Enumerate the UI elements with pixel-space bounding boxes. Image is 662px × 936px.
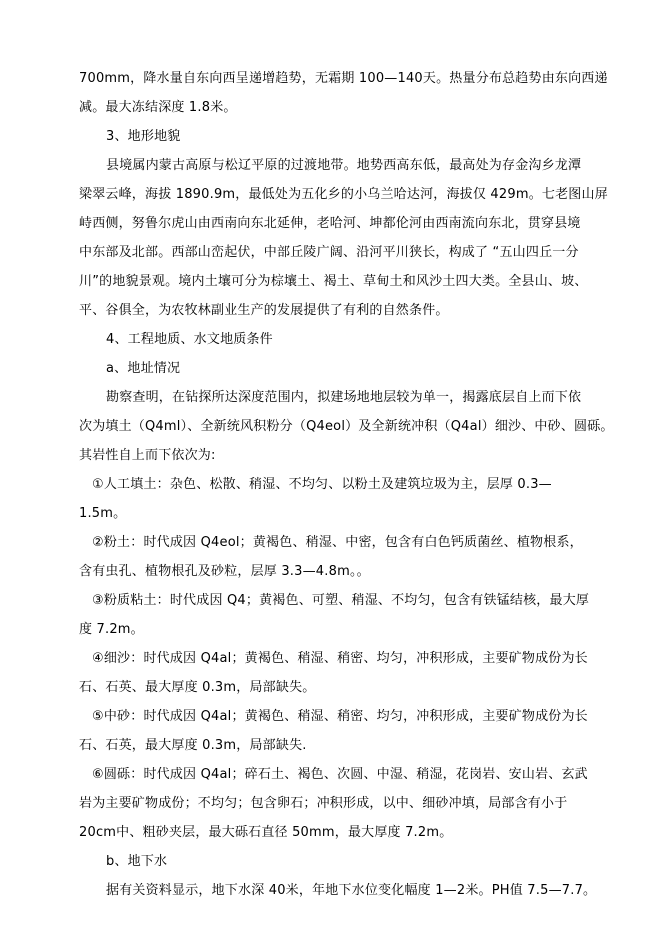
text-line: 梁翠云峰，海拔 1890.9m，最低处为五化乡的小乌兰哈达河，海拔仅 429m。七老图山屏 bbox=[79, 187, 608, 202]
text-line: ⑤中砂：时代成因 Q4al；黄褐色、稍湿、稍密、均匀，冲积形成，主要矿物成份为长 bbox=[92, 709, 588, 724]
text-line: 1.5m。 bbox=[79, 506, 127, 521]
text-line: 次为填土（Q4ml）、全新统风积粉分（Q4eol）及全新统冲积（Q4al）细沙、中砂、圆砾。 bbox=[79, 419, 614, 434]
text-line: 峙西侧，努鲁尔虎山由西南向东北延伸，老哈河、坤都伦河由西南流向东北，贯穿县境 bbox=[79, 216, 581, 231]
text-line: ①人工填土：杂色、松散、稍湿、不均匀、以粉土及建筑垃圾为主，层厚 0.3— bbox=[92, 477, 552, 492]
text-line: 县境属内蒙古高原与松辽平原的过渡地带。地势西高东低，最高处为存金沟乡龙潭 bbox=[106, 158, 582, 173]
text-line: ⑥圆砾：时代成因 Q4al；碎石土、褐色、次圆、中湿、稍湿，花岗岩、安山岩、玄武 bbox=[92, 767, 588, 782]
text-line: ②粉土：时代成因 Q4eol；黄褐色、稍湿、中密，包含有白色钙质菌丝、植物根系， bbox=[92, 535, 583, 550]
text-line: 其岩性自上而下依次为: bbox=[79, 448, 216, 463]
text-line: 岩为主要矿物成份；不均匀；包含卵石；冲积形成，以中、细砂冲填，局部含有小于 bbox=[79, 796, 568, 811]
text-line: 减。最大冻结深度 1.8米。 bbox=[79, 100, 237, 115]
section-heading: 4、工程地质、水文地质条件 bbox=[106, 332, 273, 347]
text-line: 川”的地貌景观。境内土壤可分为棕壤土、褐土、草甸土和风沙土四大类。全县山、坡、 bbox=[79, 274, 588, 289]
text-line: 20cm中、粗砂夹层，最大砾石直径 50mm，最大厚度 7.2m。 bbox=[79, 825, 453, 840]
text-line: 据有关资料显示，地下水深 40米，年地下水位变化幅度 1—2米。PH值 7.5—7.7。 bbox=[106, 883, 597, 898]
text-line: 石、石英、最大厚度 0.3m，局部缺失。 bbox=[79, 680, 316, 695]
text-line: 中东部及北部。西部山峦起伏，中部丘陵广阔、沿河平川狭长，构成了 “五山四丘一分 bbox=[79, 245, 579, 260]
text-line: 含有虫孔、植物根孔及砂粒，层厚 3.3—4.8m。。 bbox=[79, 564, 370, 579]
text-line: 勘察查明，在钻探所达深度范围内，拟建场地地层较为单一，揭露底层自上而下依 bbox=[106, 390, 582, 405]
text-line: 700mm，降水量自东向西呈递增趋势，无霜期 100—140天。热量分布总趋势由东向西递 bbox=[79, 71, 608, 86]
text-line: 平、谷俱全，为农牧林副业生产的发展提供了有利的自然条件。 bbox=[79, 303, 449, 318]
subsection-heading: b、地下水 bbox=[106, 854, 168, 869]
text-line: ④细沙：时代成因 Q4al；黄褐色、稍湿、稍密、均匀，冲积形成，主要矿物成份为长 bbox=[92, 651, 588, 666]
text-line: 石、石英，最大厚度 0.3m，局部缺失. bbox=[79, 738, 307, 753]
text-line: ③粉质粘土：时代成因 Q4；黄褐色、可塑、稍湿、不均匀，包含有铁锰结核，最大厚 bbox=[92, 593, 590, 608]
text-line: 度 7.2m。 bbox=[79, 622, 144, 637]
subsection-heading: a、地址情况 bbox=[106, 361, 181, 376]
section-heading: 3、地形地貌 bbox=[106, 129, 181, 144]
